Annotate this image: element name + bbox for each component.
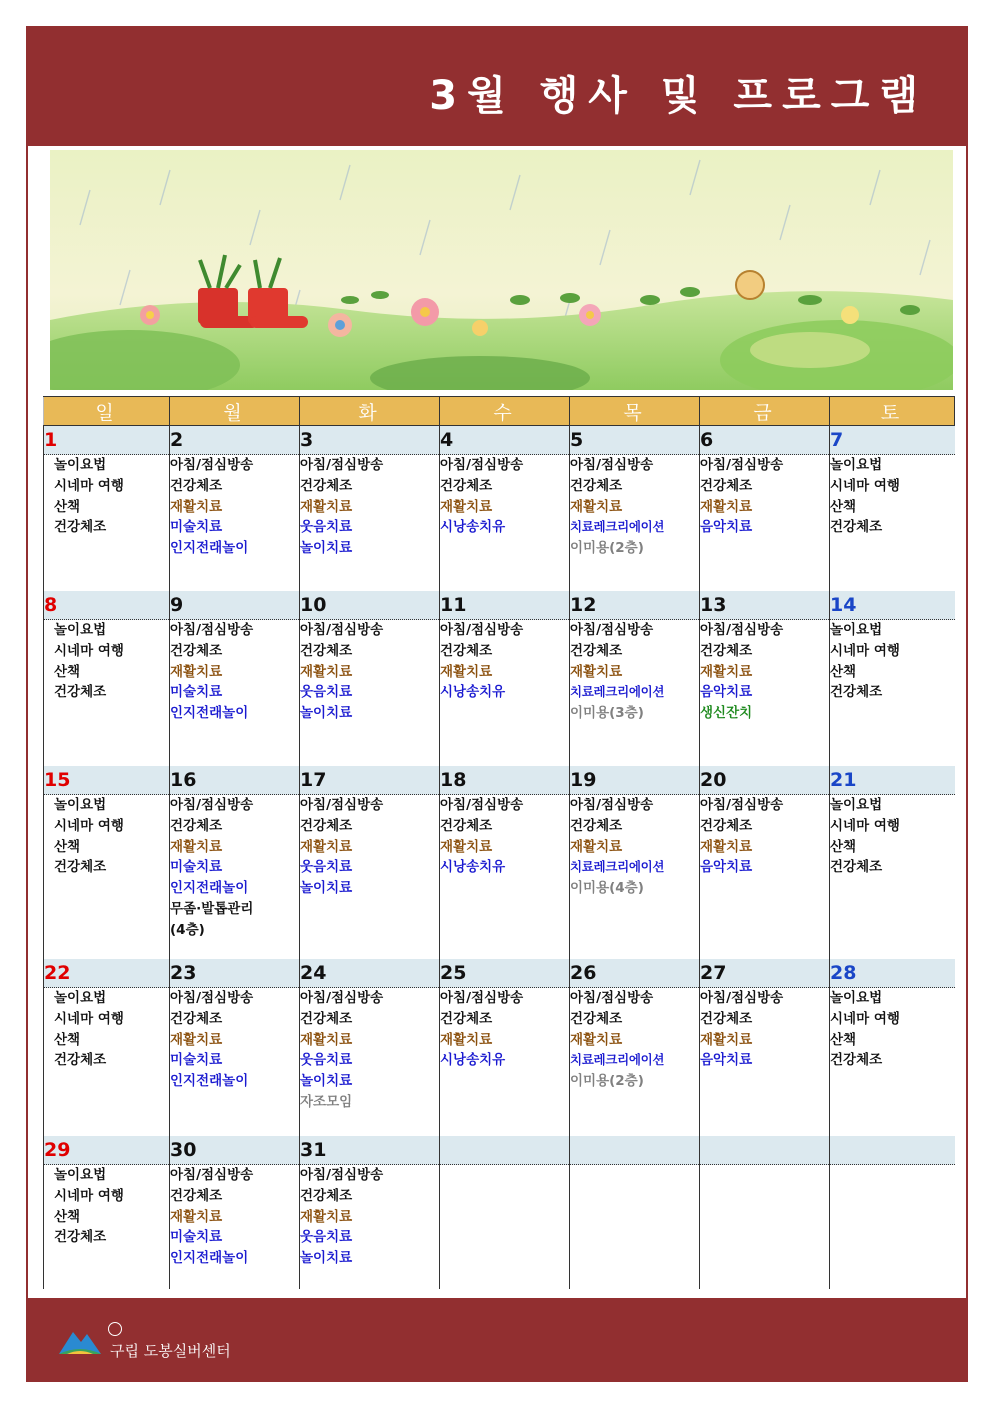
event-item: 건강체조 <box>54 1229 107 1246</box>
event-item: 산책 <box>54 663 81 680</box>
organization-name: 구립 도봉실버센터 <box>110 1342 231 1360</box>
event-item: 인지전래놀이 <box>170 705 249 722</box>
event-item: 웃음치료 <box>300 1052 353 1069</box>
event-item: 아침/점심방송 <box>300 622 384 638</box>
date-row <box>44 1136 955 1165</box>
event-item: 재활치료 <box>300 1031 353 1048</box>
event-item: 건강체조 <box>170 477 223 494</box>
day-number: 25 <box>440 959 570 988</box>
event-item: 재활치료 <box>170 1031 223 1048</box>
day-events-cell <box>700 455 830 592</box>
day-number: 30 <box>170 1136 300 1165</box>
event-item: 인지전래놀이 <box>170 1250 249 1267</box>
event-item: 아침/점심방송 <box>570 622 654 638</box>
event-item: 재활치료 <box>570 1031 623 1048</box>
event-item: 재활치료 <box>300 498 353 515</box>
event-item: 아침/점심방송 <box>440 990 524 1006</box>
event-item: 건강체조 <box>700 642 753 659</box>
event-item: 이미용(2층) <box>570 1073 644 1090</box>
event-item: 재활치료 <box>440 838 493 855</box>
event-item: 생신잔치 <box>700 705 753 722</box>
event-item: 아침/점심방송 <box>440 797 524 813</box>
event-item: 재활치료 <box>300 1208 353 1225</box>
event-item: 아침/점심방송 <box>570 457 654 473</box>
day-events-cell <box>440 795 570 960</box>
event-item: 시네마 여행 <box>54 1010 124 1027</box>
day-events-cell <box>830 988 955 1137</box>
page-title: 3월 행사 및 프로그램 <box>429 73 928 119</box>
event-item: 치료레크리에이션 <box>570 519 665 535</box>
mountain-logo-icon <box>57 1324 103 1358</box>
event-item: 재활치료 <box>440 663 493 680</box>
event-item: 아침/점심방송 <box>440 622 524 638</box>
day-events-cell <box>700 795 830 960</box>
banner-illustration <box>50 150 953 390</box>
event-item: 치료레크리에이션 <box>570 1052 665 1068</box>
day-events-cell <box>570 1165 700 1290</box>
event-item: 시낭송치유 <box>440 859 506 876</box>
event-item: 건강체조 <box>570 477 623 494</box>
event-item: 재활치료 <box>170 838 223 855</box>
day-events-cell <box>170 455 300 592</box>
day-events-cell <box>830 795 955 960</box>
event-item: 산책 <box>830 663 857 680</box>
event-item: 재활치료 <box>570 663 623 680</box>
day-events-cell <box>44 795 170 960</box>
day-events-cell <box>700 988 830 1137</box>
frame-border-left <box>26 146 28 1298</box>
day-events-cell <box>44 988 170 1137</box>
event-item: 미술치료 <box>170 859 223 876</box>
day-number: 18 <box>440 766 570 795</box>
day-number: 27 <box>700 959 830 988</box>
event-item: 이미용(3층) <box>570 705 644 722</box>
event-item: 웃음치료 <box>300 1229 353 1246</box>
event-item: 놀이치료 <box>300 705 353 722</box>
event-item: 건강체조 <box>170 817 223 834</box>
event-item: 미술치료 <box>170 1052 223 1069</box>
event-item: 놀이요법 <box>54 457 107 473</box>
event-item: 시네마 여행 <box>54 642 124 659</box>
day-number: 10 <box>300 591 440 620</box>
day-events-cell <box>44 1165 170 1290</box>
events-row <box>44 988 955 1137</box>
day-events-cell <box>830 620 955 767</box>
weekday-sat: 토 <box>830 397 955 426</box>
day-events-cell <box>300 620 440 767</box>
event-item: 재활치료 <box>700 663 753 680</box>
day-events-cell <box>440 455 570 592</box>
event-item: 음악치료 <box>700 684 753 701</box>
day-number: 1 <box>44 426 170 455</box>
day-events-cell <box>300 1165 440 1290</box>
event-item: 건강체조 <box>54 519 107 536</box>
spring-rain-illustration-icon <box>50 150 953 390</box>
day-number: 6 <box>700 426 830 455</box>
event-item: 음악치료 <box>700 1052 753 1069</box>
day-number: 2 <box>170 426 300 455</box>
day-number: 8 <box>44 591 170 620</box>
day-number <box>440 1136 570 1165</box>
day-number: 28 <box>830 959 955 988</box>
day-events-cell <box>570 620 700 767</box>
event-item: 아침/점심방송 <box>300 990 384 1006</box>
day-number: 19 <box>570 766 700 795</box>
event-item: (4층) <box>170 921 205 938</box>
event-item: 아침/점심방송 <box>440 457 524 473</box>
day-number: 26 <box>570 959 700 988</box>
event-item: 건강체조 <box>54 1052 107 1069</box>
event-item: 놀이치료 <box>300 1250 353 1267</box>
event-item: 놀이요법 <box>54 797 107 813</box>
event-item: 아침/점심방송 <box>570 797 654 813</box>
event-item: 시네마 여행 <box>54 817 124 834</box>
event-item: 치료레크리에이션 <box>570 684 665 700</box>
day-number: 11 <box>440 591 570 620</box>
event-item: 시낭송치유 <box>440 1052 506 1069</box>
day-number: 24 <box>300 959 440 988</box>
event-item: 놀이치료 <box>300 1073 353 1090</box>
event-item: 아침/점심방송 <box>700 797 784 813</box>
event-item: 재활치료 <box>170 498 223 515</box>
day-events-cell <box>44 620 170 767</box>
event-item: 건강체조 <box>170 642 223 659</box>
event-item: 재활치료 <box>300 838 353 855</box>
event-item: 음악치료 <box>700 859 753 876</box>
event-item: 건강체조 <box>700 817 753 834</box>
event-item: 건강체조 <box>300 817 353 834</box>
event-item: 인지전래놀이 <box>170 540 249 557</box>
event-item: 재활치료 <box>440 1031 493 1048</box>
date-row <box>44 591 955 620</box>
event-item: 건강체조 <box>300 477 353 494</box>
day-events-cell <box>300 988 440 1137</box>
day-number: 14 <box>830 591 955 620</box>
date-row <box>44 426 955 455</box>
event-item: 산책 <box>54 498 81 515</box>
event-item: 시네마 여행 <box>54 477 124 494</box>
event-item: 건강체조 <box>830 684 883 701</box>
day-events-cell <box>440 988 570 1137</box>
event-item: 놀이요법 <box>830 457 883 473</box>
event-item: 건강체조 <box>440 817 493 834</box>
day-number: 17 <box>300 766 440 795</box>
event-item: 시네마 여행 <box>830 817 900 834</box>
event-item: 놀이치료 <box>300 880 353 897</box>
day-number: 20 <box>700 766 830 795</box>
date-row <box>44 766 955 795</box>
weekday-sun: 일 <box>44 397 170 426</box>
event-item: 재활치료 <box>570 498 623 515</box>
event-item: 미술치료 <box>170 1229 223 1246</box>
day-events-cell <box>170 988 300 1137</box>
day-number: 12 <box>570 591 700 620</box>
event-item: 재활치료 <box>700 1031 753 1048</box>
event-item: 무좀·발톱관리 <box>170 900 254 917</box>
event-item: 건강체조 <box>700 1010 753 1027</box>
day-number <box>570 1136 700 1165</box>
event-item: 놀이요법 <box>830 622 883 638</box>
day-number: 5 <box>570 426 700 455</box>
day-number <box>700 1136 830 1165</box>
event-item: 산책 <box>830 1031 857 1048</box>
weekday-thu: 목 <box>570 397 700 426</box>
event-item: 재활치료 <box>570 838 623 855</box>
day-events-cell <box>440 620 570 767</box>
event-item: 건강체조 <box>300 1010 353 1027</box>
event-item: 건강체조 <box>570 642 623 659</box>
event-item: 산책 <box>54 1208 81 1225</box>
event-item: 건강체조 <box>440 477 493 494</box>
event-item: 건강체조 <box>54 684 107 701</box>
day-number: 9 <box>170 591 300 620</box>
event-item: 시네마 여행 <box>54 1187 124 1204</box>
weekday-tue: 화 <box>300 397 440 426</box>
day-number: 4 <box>440 426 570 455</box>
event-item: 이미용(2층) <box>570 540 644 557</box>
event-item: 건강체조 <box>440 642 493 659</box>
event-item: 아침/점심방송 <box>170 797 254 813</box>
day-events-cell <box>440 1165 570 1290</box>
day-number: 3 <box>300 426 440 455</box>
day-number: 22 <box>44 959 170 988</box>
event-item: 건강체조 <box>300 642 353 659</box>
event-item: 재활치료 <box>440 498 493 515</box>
event-item: 건강체조 <box>570 817 623 834</box>
event-item: 건강체조 <box>830 859 883 876</box>
day-events-cell <box>830 455 955 592</box>
date-row <box>44 959 955 988</box>
event-item: 아침/점심방송 <box>700 457 784 473</box>
event-item: 시낭송치유 <box>440 519 506 536</box>
day-number: 15 <box>44 766 170 795</box>
day-events-cell <box>830 1165 955 1290</box>
event-item: 놀이요법 <box>830 797 883 813</box>
event-item: 건강체조 <box>830 519 883 536</box>
event-item: 건강체조 <box>830 1052 883 1069</box>
event-item: 놀이요법 <box>54 622 107 638</box>
event-item: 인지전래놀이 <box>170 1073 249 1090</box>
event-item: 아침/점심방송 <box>170 990 254 1006</box>
event-item: 재활치료 <box>170 663 223 680</box>
day-number: 21 <box>830 766 955 795</box>
event-item: 건강체조 <box>170 1010 223 1027</box>
event-item: 인지전래놀이 <box>170 880 249 897</box>
events-row <box>44 620 955 767</box>
event-item: 미술치료 <box>170 519 223 536</box>
day-events-cell <box>570 455 700 592</box>
event-item: 산책 <box>830 498 857 515</box>
event-item: 아침/점심방송 <box>700 622 784 638</box>
event-item: 미술치료 <box>170 684 223 701</box>
day-events-cell <box>170 620 300 767</box>
event-item: 놀이요법 <box>54 990 107 1006</box>
event-item: 건강체조 <box>170 1187 223 1204</box>
day-events-cell <box>300 795 440 960</box>
circular-emblem-icon <box>108 1322 122 1336</box>
event-item: 아침/점심방송 <box>300 797 384 813</box>
day-number: 23 <box>170 959 300 988</box>
event-item: 산책 <box>54 1031 81 1048</box>
day-number: 29 <box>44 1136 170 1165</box>
day-events-cell <box>44 455 170 592</box>
weekday-fri: 금 <box>700 397 830 426</box>
event-item: 아침/점심방송 <box>700 990 784 1006</box>
event-item: 재활치료 <box>300 663 353 680</box>
event-item: 웃음치료 <box>300 684 353 701</box>
day-events-cell <box>570 988 700 1137</box>
event-item: 시네마 여행 <box>830 477 900 494</box>
day-number: 16 <box>170 766 300 795</box>
weekday-header-row <box>44 397 955 426</box>
day-events-cell <box>700 1165 830 1290</box>
event-item: 재활치료 <box>170 1208 223 1225</box>
event-item: 놀이요법 <box>54 1167 107 1183</box>
event-item: 시네마 여행 <box>830 642 900 659</box>
day-number <box>830 1136 955 1165</box>
event-item: 자조모임 <box>300 1093 353 1110</box>
event-item: 건강체조 <box>54 859 107 876</box>
event-item: 아침/점심방송 <box>300 457 384 473</box>
frame-border-right <box>966 146 968 1298</box>
day-number: 7 <box>830 426 955 455</box>
day-events-cell <box>300 455 440 592</box>
event-item: 재활치료 <box>700 838 753 855</box>
weekday-mon: 월 <box>170 397 300 426</box>
event-item: 시네마 여행 <box>830 1010 900 1027</box>
events-row <box>44 455 955 592</box>
event-item: 아침/점심방송 <box>170 622 254 638</box>
event-item: 이미용(4층) <box>570 880 644 897</box>
event-item: 놀이치료 <box>300 540 353 557</box>
day-events-cell <box>170 1165 300 1290</box>
event-item: 산책 <box>54 838 81 855</box>
day-number: 13 <box>700 591 830 620</box>
calendar-table <box>43 396 955 1289</box>
event-item: 시낭송치유 <box>440 684 506 701</box>
event-item: 건강체조 <box>700 477 753 494</box>
event-item: 산책 <box>830 838 857 855</box>
events-row <box>44 795 955 960</box>
header-bar <box>26 26 968 146</box>
event-item: 아침/점심방송 <box>170 1167 254 1183</box>
event-item: 건강체조 <box>570 1010 623 1027</box>
day-events-cell <box>700 620 830 767</box>
weekday-wed: 수 <box>440 397 570 426</box>
event-item: 재활치료 <box>700 498 753 515</box>
event-item: 음악치료 <box>700 519 753 536</box>
event-item: 아침/점심방송 <box>170 457 254 473</box>
day-events-cell <box>570 795 700 960</box>
event-item: 웃음치료 <box>300 519 353 536</box>
event-item: 아침/점심방송 <box>570 990 654 1006</box>
events-row <box>44 1165 955 1290</box>
event-item: 웃음치료 <box>300 859 353 876</box>
event-item: 놀이요법 <box>830 990 883 1006</box>
event-item: 건강체조 <box>440 1010 493 1027</box>
day-number: 31 <box>300 1136 440 1165</box>
event-item: 건강체조 <box>300 1187 353 1204</box>
event-item: 치료레크리에이션 <box>570 859 665 875</box>
day-events-cell <box>170 795 300 960</box>
event-item: 아침/점심방송 <box>300 1167 384 1183</box>
